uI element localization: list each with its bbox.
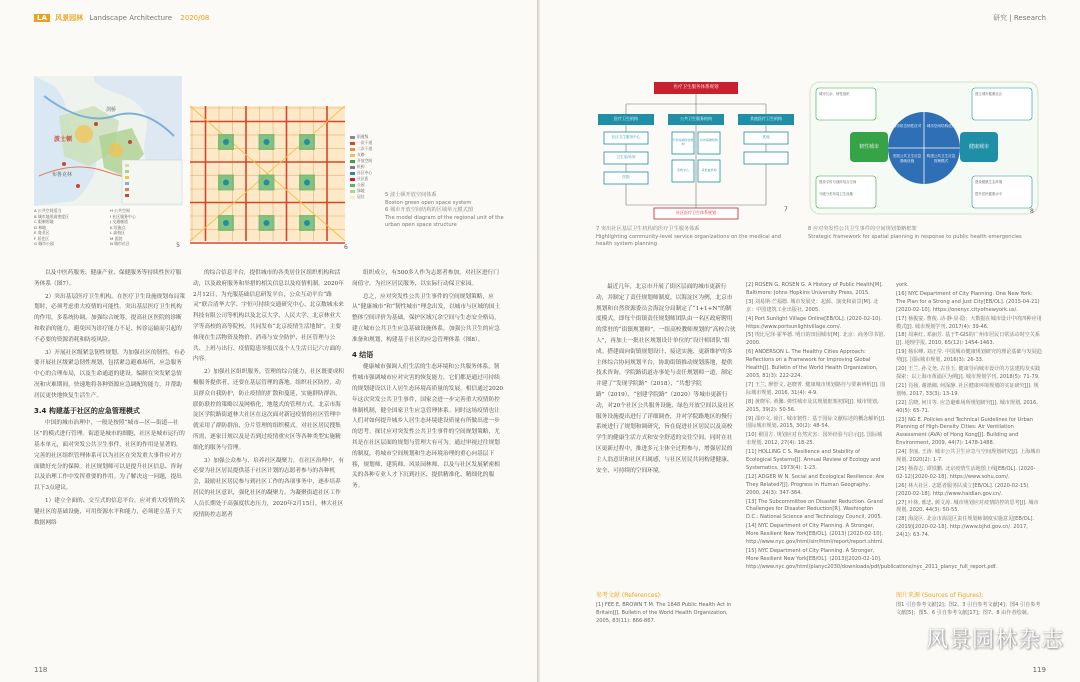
journal-en: Landscape Architecture bbox=[89, 14, 173, 22]
caption-figures-5-6 bbox=[385, 192, 515, 230]
reference-item: [10] 翟国方. 规划应对自然灾害：国外经验与启示[J]. 国际城市规划, 2012, 27(4): 18-25. bbox=[746, 432, 883, 447]
fig7-box: 妇幼保健机构 bbox=[699, 138, 718, 142]
fig8-center-1: 城市常态韧性应对 bbox=[892, 124, 922, 128]
fig6-legend-label: 支路 bbox=[357, 152, 365, 157]
reference-item: [23] NG E. Policies and Technical Guidelines for Urban Planning of High-Density Cities: Air Ventilation Assessment (AVA) of Hong Kong[J]. Building and Environment, 2009, 44(7): 1478-1488. bbox=[896, 416, 1034, 447]
fig8-right-label: 健康城市 bbox=[968, 144, 989, 150]
right-page bbox=[540, 0, 1080, 682]
reference-item: york. bbox=[896, 282, 909, 288]
figure-sources-title: 图片来源 (Sources of Figures): bbox=[896, 592, 984, 599]
fig6-legend-label: 二次干道 bbox=[357, 146, 373, 151]
fig6-shape bbox=[223, 180, 229, 186]
reference-item: [9] 邵亦文, 徐江. 城市韧性：基于国际文献综述的概念解析[J]. 国际城市规划, 2015, 30(2): 48-54. bbox=[746, 415, 886, 430]
fig6-legend-label: 开放空间 bbox=[357, 158, 373, 163]
paragraph: 3）开展社区级紧急韧性规划。为加强社区的韧性，有必要开展社区级紧急韧性规划，包括紧急避难场所、应急服务中心的合理布局，以及生命通道的建设。编制在突发紧急情况和灾难期间，快速地将各种资源应急调配的能力，并帮助居民更快地恢复生活生产。 bbox=[34, 349, 186, 399]
fig5-legend-item: F 居住区 bbox=[34, 235, 50, 241]
fig5-legend-item: E 商业区 bbox=[34, 230, 50, 235]
paragraph: 组织成立，有500多人作为志愿者参加，对社区进行门岗值守，为社区居民服务，以实际行动保卫家园。 bbox=[352, 270, 499, 287]
fig8-center-3: 发展公共卫生应急基础设施 bbox=[892, 154, 922, 163]
page-number-left: 118 bbox=[34, 666, 48, 674]
fig7-box: 采供血机构 bbox=[701, 168, 717, 172]
reference-item: [5] 埃比尼泽·霍华德. 明日的田园城市[M]. 北京：商务印书馆, 2000. bbox=[746, 332, 885, 347]
header-left bbox=[34, 13, 209, 23]
figure-8-diagram bbox=[808, 80, 1040, 220]
issue: 2020/08 bbox=[180, 14, 210, 22]
journal-cn: 风景园林 bbox=[55, 14, 84, 22]
paragraph: 健康城市强调人们生活的生态环境和公共服务体系，韧性城市强调城市应对灾害的恢复能力，它们都是通过可持续的规划建设以让人居生态环境高质量的发展。相信通过2020年这次突发公共卫生事件，国家会进一步完善重大疫情防控体制机制，健全国家卫生应急管理体系。同时这场疫情也让人们对如何提升城乡人居生态环境建设质量有所做出进一步的思考。探讨应对突发性公共卫生事件的空间规划策略，尤其是在社区层面的规划与管理大有可为。通过审视过往规划的制度，将城市空间规划和生态环境治理的重心向基层下移，规划师、建筑师、风景园林师，以及与社区发展紧密相关的各种专业人才下沉到社区，提供精准化、精细化的服务。 bbox=[352, 364, 503, 490]
reference-item: [2] ROSEN G, ROSEN G. A History of Public Health[M]. Baltimore: Johns Hopkins University Press, 2015. bbox=[746, 282, 883, 296]
paragraph: 1）建立全面的、交互式的信息平台。应对重大疫情的关键社区的基础设施，可用资源水平和能力，必须建立基于大数据网络 bbox=[34, 497, 186, 526]
reference-item: [19] 杨东峰, 刘正莹. 中国城市健康规划研究的理论基础与发展趋势[J]. 国际城市规划, 2016(3): 26-33. bbox=[896, 349, 1042, 364]
fig6-legend-swatch bbox=[350, 136, 355, 139]
fig8-left-label: 韧性城市 bbox=[858, 144, 879, 150]
caption-5-cn: 5 波士顿开放空间体系 bbox=[385, 192, 437, 198]
paragraph: 以及中医药服务、健康产业、保健服务等持续性医疗服务体系（图7）。 bbox=[34, 270, 182, 287]
fig6-legend-label: 社区中心 bbox=[357, 170, 373, 175]
header-right: 研究 | Research bbox=[993, 14, 1046, 22]
left-column-1 bbox=[34, 268, 186, 648]
fig8-left-item: 建设平时与战时结合空间 bbox=[819, 180, 857, 184]
caption-7-en: Highlighting community-level service organizations on the medical and health system planning bbox=[596, 233, 782, 247]
fig6-legend-label: 居住 bbox=[357, 194, 365, 199]
fig6-shape bbox=[264, 220, 270, 226]
fig6-shape bbox=[304, 180, 310, 186]
reference-item: [27] 叶林, 邢忠, 颜文涛. 城市规划应对疫情防控的思考[J]. 城市规划, 2020, 44(3): 50-55. bbox=[896, 499, 1039, 514]
reference-item: [28] 海淀区. 北京市海淀区责任规划师制度实施意见[EB/OL]. (2019)[2020-02-18]. http://www.bjhd.gov.cn/. 2017, 24(1): 63-74. bbox=[896, 516, 1035, 539]
fig5-legend-item: K 设施点 bbox=[110, 224, 126, 230]
figure-6-grid bbox=[190, 106, 376, 256]
fig6-legend-swatch bbox=[350, 172, 355, 175]
references-column-3 bbox=[896, 282, 1042, 582]
fig7-box: 卫生室/诊所 bbox=[616, 155, 636, 159]
figure-7-number: 7 bbox=[784, 206, 788, 213]
paragraph: 2）加强社区组织服务。管理的综合能力，社区既要成积极服务提供者，还要在基层管理的落地。组织社区防控，动员群众自我防护，防止疫情的扩散和蔓延，实施群防群治，联防联控的策略以及网格化，地毯式的管理方式。北京市海淀区学院路街道林大社区在这次面对新冠疫情的社区管理中就采用了群防群治、分片管理的组织模式。对社区居民搜集所需，逐家日规以及是否到过疫情重灾区等各种类型实施精细化的服务与管理。 bbox=[193, 369, 345, 451]
caption-8-cn: 8 应对突发性公共卫生事件的空间规划策略框架 bbox=[808, 226, 917, 232]
fig6-legend-swatch bbox=[350, 160, 355, 163]
left-page bbox=[0, 0, 537, 682]
fig6-legend-label: 一次干道 bbox=[357, 140, 373, 145]
page-number-right: 119 bbox=[1032, 666, 1046, 674]
figure-sources bbox=[896, 592, 1042, 618]
caption-figure-7 bbox=[596, 226, 796, 249]
fig6-legend-label: 绿地 bbox=[357, 188, 365, 193]
caption-7-cn: 7 突出社区基层卫生机构的医疗卫生服务体系 bbox=[596, 226, 700, 232]
figure-7-diagram bbox=[596, 80, 796, 220]
caption-8-en: Strategic framework for spatial planning in response to public health emergencies bbox=[808, 233, 1022, 240]
fig7-mid-1: 医疗卫生机构 bbox=[614, 116, 638, 121]
figure-sources-text: 图1 引自参考文献[2]；图2、3 引自参考文献[4]；图4 引自参考文献[5]；图5、6 引自参考文献[17]；图7、8 由作者绘制。 bbox=[896, 601, 1041, 616]
fig5-legend-item: A 公共空间适当 bbox=[34, 208, 62, 213]
fig8-right-item: 提升居民健康水平 bbox=[975, 192, 1003, 196]
figure-5-map bbox=[34, 76, 182, 252]
fig7-box: 社区卫生服务中心 bbox=[611, 135, 641, 139]
map-label-boston: 波士顿 bbox=[54, 136, 73, 143]
paragraph: 最近几年，北京市开展了街区层面的城市更新行动，并制定了责任规划师制度。以海淀区为例，北京市规划和自然资源委员会海淀分局制定了“1+1+N”的制度模式，即每个街镇责任规划师团队由一名区政府聘用的常驻的“街镇规划师”，一组高校教师规划的“高校合伙人”，再加上一批社区规划设计单位的“设计师团队”组成。搭建面向街镇规划设计、接送实施、更新维护的多主体综合协同规划平台，协助街镇推动规划落地，提供技术咨询。学院路街道办事处与责任规划师一道，制定并建了“发现学院路”（2018）、“共想学院路”（2019）、“创建学院路”（2020）等城市更新行动，对20个社区公共服务设施、绿色开放空间以及社区服务设施提出进行了详细调查，并对学院路地区的慢行系统进行了规划和调研究，旨在促进社区居民以及高校学生的健康生活方式和安全舒适的交往空间。同时在社区更新过程中，推进多元主体全过程参与，增强居民的主人翁意识和社区归属感，与社区居民共同构建健康、安全、可持续的空间环境。 bbox=[596, 284, 736, 474]
reference-item: [16] NYC Department of City Planning. One New York: The Plan for a Strong and Just City[EB/OL]. (2015-04-21)[2020-02-10]. https://onenyc.cityofnewyork.us/. bbox=[896, 290, 1040, 313]
map-label-brookline: 布鲁克林 bbox=[52, 172, 73, 178]
fig5-legend-item: I 社区服务中心 bbox=[110, 213, 136, 219]
reference-item: [14] NYC Department of City Planning. A Stronger, More Resilient New York[EB/OL]. (2013) [2020-02-10]. http://www.nyc.gov/html/sirr/html/report/report.shtml. bbox=[746, 523, 884, 546]
fig6-legend-label: 街道级 bbox=[357, 134, 369, 139]
reference-item: [25] 杨春志, 谭铁鹏. 北京疫情生活地图上线[EB/OL]. (2020-02-12)[2020-02-18]. https://www.sohu.com/. bbox=[896, 465, 1036, 480]
paragraph: 2）突出基层医疗卫生机构。在医疗卫生设施规划布局策划时，必须考虑重大疫情的可能性。突出基层医疗卫生机构的作用，多系统协调，加强综合统筹，提高社区医院的诊断和收治的能力，避免因为诊疗能力不足、转诊运输而引起的不必要的资源消耗和防疫风险。 bbox=[34, 293, 186, 343]
fig6-shape bbox=[264, 139, 270, 145]
figure-6-number: 6 bbox=[344, 244, 348, 251]
figure-6-legend bbox=[350, 134, 380, 200]
reference-item: [24] 李丽, 王涛. 城市公共卫生应急与空间规划研究[J]. 上海城市规划, 2020(2): 1-7. bbox=[896, 449, 1041, 464]
fig6-shape bbox=[304, 220, 310, 226]
fig7-box: 专科疾病防治机构 bbox=[672, 138, 694, 146]
fig6-legend-swatch bbox=[350, 166, 355, 169]
reference-item: [7] 王兰, 廖舒文, 赵晓菁. 健康城市规划路径与要素辨析[J]. 国际城市规划, 2016, 31(4): 4-9. bbox=[746, 381, 886, 396]
fig6-shape bbox=[223, 220, 229, 226]
fig5-legend-item: N 城市社区 bbox=[110, 241, 130, 246]
reference-item: [12] ADGER W N. Social and Ecological Resilience: Are They Related?[J]. Progress in Human Geography, 2000, 24(3): 347-364. bbox=[746, 473, 885, 496]
reference-item: [22] 岳晓, 何川等. 应急避难场所规划研究[J]. 城市规划, 2016, 40(5): 65-71. bbox=[896, 399, 1038, 414]
fig7-mid-2: 公共卫生服务机构 bbox=[680, 116, 712, 121]
left-column-2 bbox=[193, 268, 345, 648]
fig6-legend-swatch bbox=[350, 196, 355, 199]
paragraph: 总之，应对突发性公共卫生事件的空间规划策略，应从“健康城市”和“韧性城市”理念出发，以城市与区域的国土整体空间评价为基础，保护区域冗余空间与生态安全格局，建立城市公共卫生应急基础设施体系，加强公共卫生的应急准备和规划，构建基于社区的应急管理体系（图8）。 bbox=[352, 293, 501, 343]
fig6-legend-label: 公园 bbox=[357, 182, 365, 187]
fig5-legend-item: H 公共空间 bbox=[110, 208, 130, 213]
fig8-right-item: 建立城市健康社区 bbox=[975, 92, 1003, 96]
reference-item: [20] 王兰, 孙文尧, 古佳玉. 健康导向城市设计的方法建构及实践探索：以上海市黄浦区为例[J]. 城市规划学刊, 2018(5): 71-79. bbox=[896, 366, 1041, 380]
figure-5-number: 5 bbox=[176, 242, 180, 249]
reference-item: [1] FEE E, BROWN T M. The 1848 Public Health Act in Britain[J]. Bulletin of the World Health Organization, 2005, 83(11): 866-867. bbox=[596, 601, 732, 624]
left-column-3 bbox=[352, 268, 504, 648]
figure-5-legend bbox=[34, 208, 182, 247]
fig6-legend-label: 机构 bbox=[357, 164, 365, 169]
fig8-left-item: 城市冗余、韧性组织 bbox=[819, 92, 850, 96]
fig6-legend-item bbox=[350, 194, 380, 200]
reference-item: [15] NYC Department of City Planning. A Stronger, More Resilient New York[EB/OL]. (2013)[2020-02-10]. http://www.nyc.gov/html/planyc2030/downloads/pdf/publications/nyc_2011_planyc_full_report.pdf. bbox=[746, 548, 997, 570]
reference-item: [3] 刘易斯·芒福德. 城市发展史：起源、演变和前景[M]. 北京：中国建筑工业出版社, 2005. bbox=[746, 298, 879, 313]
references-start bbox=[596, 592, 736, 656]
reference-item: [26] 林大社区. 志愿者服务队成立[EB/OL]. (2020-02-15)[2020-02-18]. http://www.haidian.gov.cn/. bbox=[896, 482, 1029, 497]
map-label-cambridge: 剑桥 bbox=[106, 107, 117, 113]
reference-item: [13] The Subcommittee on Disaster Reduction. Grand Challenges for Disaster Reduction[R]. Washington D.C.: National Science and Technology Council, 2005. bbox=[746, 498, 883, 521]
fig6-shape bbox=[304, 139, 310, 145]
figure-8-number: 8 bbox=[1030, 208, 1034, 215]
fig6-legend-swatch bbox=[350, 190, 355, 193]
reference-item: [6] ANDERSON L. The Healthy Cities Approach: Reflections on a Framework for Improving Global Health[J]. Bulletin of the World Health Organization, 2003, 81(3): 222-224. bbox=[746, 349, 878, 379]
fig5-legend-item: B 城市地景高密度区 bbox=[34, 213, 70, 219]
fig7-bottom-box: 社区医疗卫生体系规划 bbox=[676, 210, 716, 215]
fig6-legend-swatch bbox=[350, 148, 355, 151]
caption-6-cn: 6 城市开放空间结构的区域单元模式图 bbox=[385, 207, 473, 213]
fig8-center-4: 构建公共卫生应急管理模式 bbox=[926, 154, 956, 163]
paragraph: 的综合信息平台，提供城市的各类居住区组织机构和活动，以及政府服务和举措的相关信息以及疫情机制。2020年2月12日，为充服基础信息研发平台，公众互动平台“路灵”联合清华大学、宇恒可持续交通研究中心、北京数城未来科技有限公司等机构以及北京大学、人民大学、北京林业大学等高校的高等院校，共同发布“北京疫情生活地图”，主要体现在生活物资及物价、消毒与安全防护、社区管理与公共、上班与出行、疫情隐患举报以及个人生活日记六方面的内容。 bbox=[193, 270, 344, 363]
fig6-shape bbox=[223, 139, 229, 145]
section-heading-conclusion: 4 结语 bbox=[352, 350, 374, 359]
fig5-legend-item: C 限制用地 bbox=[34, 219, 54, 224]
fig7-box: 急救中心 bbox=[676, 168, 689, 172]
caption-6-en: The model diagram of the regional unit of the urban open space structure bbox=[385, 214, 504, 228]
references-title: 参考文献 (References): bbox=[596, 592, 662, 599]
fig6-legend-swatch bbox=[350, 178, 355, 181]
right-column-1 bbox=[596, 282, 736, 582]
paragraph: 3）加强公众参与，培养社区凝聚力。在社区治理中，有必要为社区居民提供基于社区计划的志愿者参与的各种机会，鼓励社区居民参与到社区工作的各项事务中，逐步培养居民的社区意识，强化社区的凝聚力。为凝聚街道社区工作人员长期处于高强度状态压力，2020年2月15日，林大社区疫情防控志愿者 bbox=[193, 457, 345, 518]
reference-item: [11] HOLLING C S. Resilience and Stability of Ecological Systems[J]. Annual Review of Ecology and Systematics, 1973(4): 1-23. bbox=[746, 449, 881, 471]
fig6-legend-swatch bbox=[350, 154, 355, 157]
paragraph: 中国的城市治理中，一般是按照“城市—区—街道—社区”的模式进行管理。街道是城市的细胞，社区是城市运行的基本单元，面对突发公共卫生事件，社区的作用是显著的。完善的社区组织管理体系可以为社区在突发重大事件应对方面做好充分的保障。社区规划师可以是提升社区信息、咨询以及治理工作中发挥重要的作用。为了解决这一问题，提出以下3点建议。 bbox=[34, 420, 185, 492]
fig7-box: 医院 bbox=[622, 175, 630, 179]
caption-figure-8 bbox=[808, 226, 1040, 241]
section-heading-3-4: 3.4 构建基于社区的应急管理模式 bbox=[34, 406, 140, 415]
reference-item: [4] Port Sunlight Village Online[EB/OL]. (2020-02-10). https://www.portsunlightvillage.com/. bbox=[746, 315, 882, 330]
reference-item: [18] 周素红, 邓丽芳. 基于T-GIS的广州市居民日常活动时空关系[J]. 地理学报, 2010, 65(12): 1454-1463. bbox=[896, 332, 1040, 347]
reference-item: [21] 肖扬, 谢涤湘, 何深静. 社区健康环境规划的实证研究[J]. 规划师, 2017, 33(3): 13-19. bbox=[896, 382, 1039, 397]
fig7-box: 其他 bbox=[762, 135, 770, 139]
fig8-right-item: 建设健康生态环境 bbox=[975, 180, 1003, 184]
fig8-left-item: 分级分类布局卫生设施 bbox=[819, 192, 853, 196]
fig5-legend-item: J 交通廊道 bbox=[110, 219, 128, 224]
fig5-legend-item: L 高校区 bbox=[110, 230, 126, 235]
caption-5-en: Boston green open space system bbox=[385, 199, 472, 206]
fig6-legend-swatch bbox=[350, 142, 355, 145]
reference-item: [17] 杨俊宴, 曹俊. 动·静·显·隐：大数据在城市设计中的四种应用模式[J]. 城市规划学刊, 2017(4): 39-46. bbox=[896, 315, 1042, 330]
watermark: 风景园林杂志 bbox=[925, 628, 1064, 653]
fig8-center-2: 城市空间结构优化 bbox=[926, 124, 956, 128]
fig6-legend-label: 社区医 bbox=[357, 176, 369, 181]
fig7-mid-3: 其他医疗卫生机构 bbox=[750, 116, 782, 121]
fig5-legend-item: M 医院 bbox=[110, 235, 123, 241]
fig6-legend-swatch bbox=[350, 184, 355, 187]
fig5-legend-item: G 城市公园 bbox=[34, 241, 54, 246]
fig5-legend-item: D 林地 bbox=[34, 224, 47, 230]
journal-logo: LA bbox=[34, 14, 50, 22]
reference-item: [8] 黄晓军, 黄馨. 弹性城市及其规划框架初探[J]. 城市规划, 2015, 39(2): 50-56. bbox=[746, 398, 879, 413]
fig6-shape bbox=[264, 180, 270, 186]
fig7-top-box: 医疗卫生服务体系规划 bbox=[673, 85, 719, 90]
